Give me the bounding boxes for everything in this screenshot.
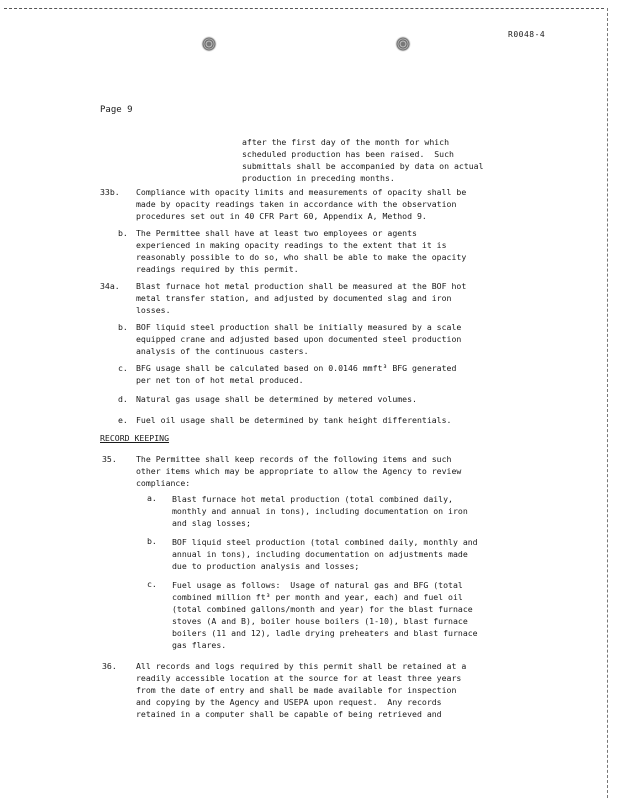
item-line: per net ton of hot metal produced. — [136, 375, 304, 385]
stamp-mark-left — [201, 36, 217, 52]
scan-border-top — [4, 8, 604, 9]
subitem-line: (total combined gallons/month and year) for the blast furnace — [172, 604, 473, 614]
item-line: Fuel oil usage shall be determined by tank height differentials. — [136, 415, 452, 425]
item-line: equipped crane and adjusted based upon documented steel production — [136, 334, 462, 344]
item-line: from the date of entry and shall be made available for inspection — [136, 685, 457, 695]
subitem-line: combined million ft³ per month and year, each) and fuel oil — [172, 592, 463, 602]
item-line: retained in a computer shall be capable of being retrieved and — [136, 709, 442, 719]
continuation-line: scheduled production has been raised. Such — [242, 149, 454, 159]
stamp-mark-right — [395, 36, 411, 52]
item-line: readings required by this permit. — [136, 264, 299, 274]
continuation-line: after the first day of the month for which — [242, 137, 450, 147]
item-line: losses. — [136, 305, 171, 315]
subitem-label: b. — [147, 536, 157, 546]
item-line: metal transfer station, and adjusted by documented slag and iron — [136, 293, 452, 303]
item-line: The Permittee shall have at least two employees or agents — [136, 228, 417, 238]
item-number: 36. — [102, 661, 117, 671]
item-line: experienced in making opacity readings to the extent that it is — [136, 240, 447, 250]
subitem-line: boilers (11 and 12), ladle drying preheaters and blast furnace — [172, 628, 478, 638]
subitem-line: Fuel usage as follows: Usage of natural gas and BFG (total — [172, 580, 463, 590]
item-line: All records and logs required by this permit shall be retained at a — [136, 661, 467, 671]
item-number: c. — [118, 363, 128, 373]
subitem-line: gas flares. — [172, 640, 227, 650]
subitem-line: Blast furnace hot metal production (total combined daily, — [172, 494, 453, 504]
page-label: Page 9 — [100, 105, 133, 115]
item-number: 33b. — [100, 187, 120, 197]
item-line: Blast furnace hot metal production shall be measured at the BOF hot — [136, 281, 467, 291]
section-heading: RECORD KEEPING — [100, 433, 170, 443]
item-line: procedures set out in 40 CFR Part 60, Appendix A, Method 9. — [136, 211, 427, 221]
continuation-line: submittals shall be accompanied by data on actual — [242, 161, 484, 171]
scan-border-right — [607, 8, 608, 798]
subitem-label: a. — [147, 493, 157, 503]
item-line: The Permittee shall keep records of the following items and such — [136, 454, 452, 464]
item-line: readily accessible location at the source for at least three years — [136, 673, 462, 683]
item-line: analysis of the continuous casters. — [136, 346, 309, 356]
subitem-line: BOF liquid steel production (total combined daily, monthly and — [172, 537, 478, 547]
item-number: 34a. — [100, 281, 120, 291]
item-number: b. — [118, 322, 128, 332]
subitem-line: stoves (A and B), boiler house boilers (1-10), blast furnace — [172, 616, 468, 626]
subitem-label: c. — [147, 579, 157, 589]
item-line: reasonably possible to do so, who shall be able to make the opacity — [136, 252, 467, 262]
item-line: Natural gas usage shall be determined by metered volumes. — [136, 394, 417, 404]
subitem-line: due to production analysis and losses; — [172, 561, 360, 571]
item-line: made by opacity readings taken in accordance with the observation — [136, 199, 457, 209]
subitem-line: monthly and annual in tons), including documentation on iron — [172, 506, 468, 516]
continuation-line: production in preceding months. — [242, 173, 395, 183]
subitem-line: and slag losses; — [172, 518, 251, 528]
subitem-line: annual in tons), including documentation on adjustments made — [172, 549, 468, 559]
item-line: other items which may be appropriate to allow the Agency to review — [136, 466, 462, 476]
document-id: R0048-4 — [508, 30, 546, 39]
item-line: Compliance with opacity limits and measurements of opacity shall be — [136, 187, 467, 197]
item-number: 35. — [102, 454, 117, 464]
item-number: b. — [118, 228, 128, 238]
item-line: and copying by the Agency and USEPA upon request. Any records — [136, 697, 442, 707]
item-number: d. — [118, 394, 128, 404]
item-line: BFG usage shall be calculated based on 0.0146 mmft³ BFG generated — [136, 363, 457, 373]
item-line: BOF liquid steel production shall be initially measured by a scale — [136, 322, 462, 332]
item-line: compliance: — [136, 478, 191, 488]
item-number: e. — [118, 415, 128, 425]
